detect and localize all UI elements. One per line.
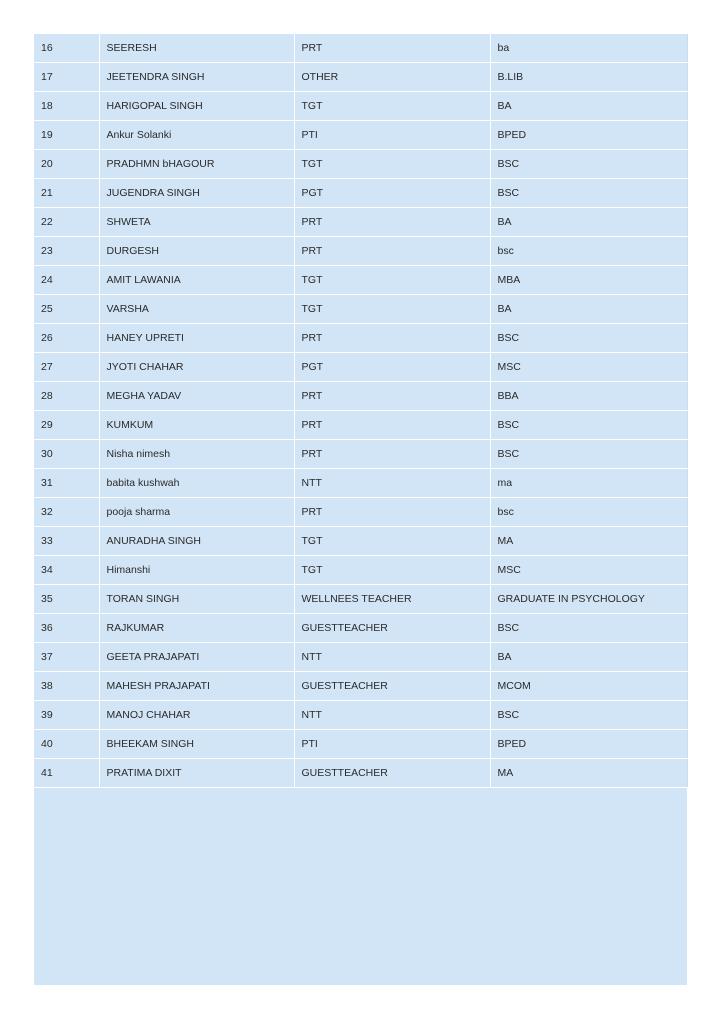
post-cell: PRT xyxy=(294,324,490,353)
serial-number-cell: 38 xyxy=(34,672,99,701)
staff-table-body xyxy=(34,34,687,788)
post-cell: GUESTTEACHER xyxy=(294,614,490,643)
staff-name-cell: RAJKUMAR xyxy=(99,614,294,643)
serial-number-cell: 29 xyxy=(34,411,99,440)
qualification-cell: BSC xyxy=(490,324,687,353)
post-cell: PGT xyxy=(294,353,490,382)
serial-number-cell: 28 xyxy=(34,382,99,411)
staff-name-cell: JUGENDRA SINGH xyxy=(99,179,294,208)
staff-name-cell: Nisha nimesh xyxy=(99,440,294,469)
staff-name-cell: MAHESH PRAJAPATI xyxy=(99,672,294,701)
qualification-cell: GRADUATE IN PSYCHOLOGY xyxy=(490,585,687,614)
serial-number-cell: 40 xyxy=(34,730,99,759)
table-row xyxy=(34,469,687,498)
staff-name-cell: VARSHA xyxy=(99,295,294,324)
staff-name-cell: Ankur Solanki xyxy=(99,121,294,150)
serial-number-cell: 25 xyxy=(34,295,99,324)
staff-table xyxy=(34,34,688,788)
staff-name-cell: SEERESH xyxy=(99,34,294,63)
table-row xyxy=(34,672,687,701)
qualification-cell: bsc xyxy=(490,498,687,527)
qualification-cell: MSC xyxy=(490,353,687,382)
table-row xyxy=(34,527,687,556)
serial-number-cell: 17 xyxy=(34,63,99,92)
staff-name-cell: AMIT LAWANIA xyxy=(99,266,294,295)
qualification-cell: BSC xyxy=(490,150,687,179)
serial-number-cell: 31 xyxy=(34,469,99,498)
table-row xyxy=(34,440,687,469)
qualification-cell: ma xyxy=(490,469,687,498)
post-cell: PTI xyxy=(294,121,490,150)
qualification-cell: BSC xyxy=(490,701,687,730)
serial-number-cell: 30 xyxy=(34,440,99,469)
serial-number-cell: 24 xyxy=(34,266,99,295)
qualification-cell: MCOM xyxy=(490,672,687,701)
post-cell: GUESTTEACHER xyxy=(294,759,490,788)
post-cell: PRT xyxy=(294,382,490,411)
post-cell: TGT xyxy=(294,527,490,556)
qualification-cell: MSC xyxy=(490,556,687,585)
serial-number-cell: 16 xyxy=(34,34,99,63)
post-cell: PRT xyxy=(294,440,490,469)
qualification-cell: BA xyxy=(490,208,687,237)
table-row xyxy=(34,759,687,788)
qualification-cell: BPED xyxy=(490,121,687,150)
qualification-cell: B.LIB xyxy=(490,63,687,92)
post-cell: PRT xyxy=(294,34,490,63)
serial-number-cell: 19 xyxy=(34,121,99,150)
qualification-cell: BBA xyxy=(490,382,687,411)
table-row xyxy=(34,701,687,730)
table-row xyxy=(34,34,687,63)
serial-number-cell: 34 xyxy=(34,556,99,585)
staff-name-cell: BHEEKAM SINGH xyxy=(99,730,294,759)
post-cell: TGT xyxy=(294,150,490,179)
staff-name-cell: babita kushwah xyxy=(99,469,294,498)
qualification-cell: BSC xyxy=(490,411,687,440)
serial-number-cell: 18 xyxy=(34,92,99,121)
qualification-cell: BSC xyxy=(490,614,687,643)
table-row xyxy=(34,382,687,411)
table-row xyxy=(34,266,687,295)
post-cell: PRT xyxy=(294,498,490,527)
table-row xyxy=(34,585,687,614)
staff-name-cell: PRADHMN bHAGOUR xyxy=(99,150,294,179)
serial-number-cell: 27 xyxy=(34,353,99,382)
post-cell: NTT xyxy=(294,701,490,730)
serial-number-cell: 23 xyxy=(34,237,99,266)
qualification-cell: MA xyxy=(490,527,687,556)
staff-name-cell: GEETA PRAJAPATI xyxy=(99,643,294,672)
table-row xyxy=(34,498,687,527)
table-row xyxy=(34,121,687,150)
staff-name-cell: PRATIMA DIXIT xyxy=(99,759,294,788)
table-row xyxy=(34,208,687,237)
table-row xyxy=(34,150,687,179)
staff-name-cell: JEETENDRA SINGH xyxy=(99,63,294,92)
post-cell: NTT xyxy=(294,469,490,498)
post-cell: NTT xyxy=(294,643,490,672)
serial-number-cell: 36 xyxy=(34,614,99,643)
table-row xyxy=(34,237,687,266)
table-row xyxy=(34,92,687,121)
staff-name-cell: DURGESH xyxy=(99,237,294,266)
serial-number-cell: 22 xyxy=(34,208,99,237)
post-cell: TGT xyxy=(294,266,490,295)
serial-number-cell: 41 xyxy=(34,759,99,788)
post-cell: PGT xyxy=(294,179,490,208)
qualification-cell: BSC xyxy=(490,440,687,469)
serial-number-cell: 33 xyxy=(34,527,99,556)
qualification-cell: BA xyxy=(490,295,687,324)
staff-name-cell: TORAN SINGH xyxy=(99,585,294,614)
post-cell: TGT xyxy=(294,295,490,324)
table-row xyxy=(34,353,687,382)
staff-name-cell: SHWETA xyxy=(99,208,294,237)
serial-number-cell: 35 xyxy=(34,585,99,614)
staff-name-cell: HANEY UPRETI xyxy=(99,324,294,353)
serial-number-cell: 37 xyxy=(34,643,99,672)
table-row xyxy=(34,411,687,440)
table-row xyxy=(34,614,687,643)
table-row xyxy=(34,643,687,672)
post-cell: PRT xyxy=(294,411,490,440)
post-cell: TGT xyxy=(294,92,490,121)
qualification-cell: BA xyxy=(490,92,687,121)
post-cell: OTHER xyxy=(294,63,490,92)
qualification-cell: ba xyxy=(490,34,687,63)
table-row xyxy=(34,324,687,353)
table-row xyxy=(34,730,687,759)
qualification-cell: BSC xyxy=(490,179,687,208)
post-cell: TGT xyxy=(294,556,490,585)
qualification-cell: BPED xyxy=(490,730,687,759)
post-cell: WELLNEES TEACHER xyxy=(294,585,490,614)
staff-name-cell: MANOJ CHAHAR xyxy=(99,701,294,730)
post-cell: PRT xyxy=(294,208,490,237)
serial-number-cell: 32 xyxy=(34,498,99,527)
staff-name-cell: JYOTI CHAHAR xyxy=(99,353,294,382)
staff-name-cell: KUMKUM xyxy=(99,411,294,440)
staff-name-cell: pooja sharma xyxy=(99,498,294,527)
qualification-cell: MBA xyxy=(490,266,687,295)
staff-name-cell: Himanshi xyxy=(99,556,294,585)
staff-name-cell: ANURADHA SINGH xyxy=(99,527,294,556)
post-cell: GUESTTEACHER xyxy=(294,672,490,701)
qualification-cell: BA xyxy=(490,643,687,672)
table-row xyxy=(34,295,687,324)
qualification-cell: MA xyxy=(490,759,687,788)
table-row xyxy=(34,63,687,92)
staff-name-cell: MEGHA YADAV xyxy=(99,382,294,411)
post-cell: PTI xyxy=(294,730,490,759)
serial-number-cell: 21 xyxy=(34,179,99,208)
qualification-cell: bsc xyxy=(490,237,687,266)
staff-name-cell: HARIGOPAL SINGH xyxy=(99,92,294,121)
post-cell: PRT xyxy=(294,237,490,266)
serial-number-cell: 20 xyxy=(34,150,99,179)
serial-number-cell: 26 xyxy=(34,324,99,353)
serial-number-cell: 39 xyxy=(34,701,99,730)
table-row xyxy=(34,179,687,208)
table-row xyxy=(34,556,687,585)
